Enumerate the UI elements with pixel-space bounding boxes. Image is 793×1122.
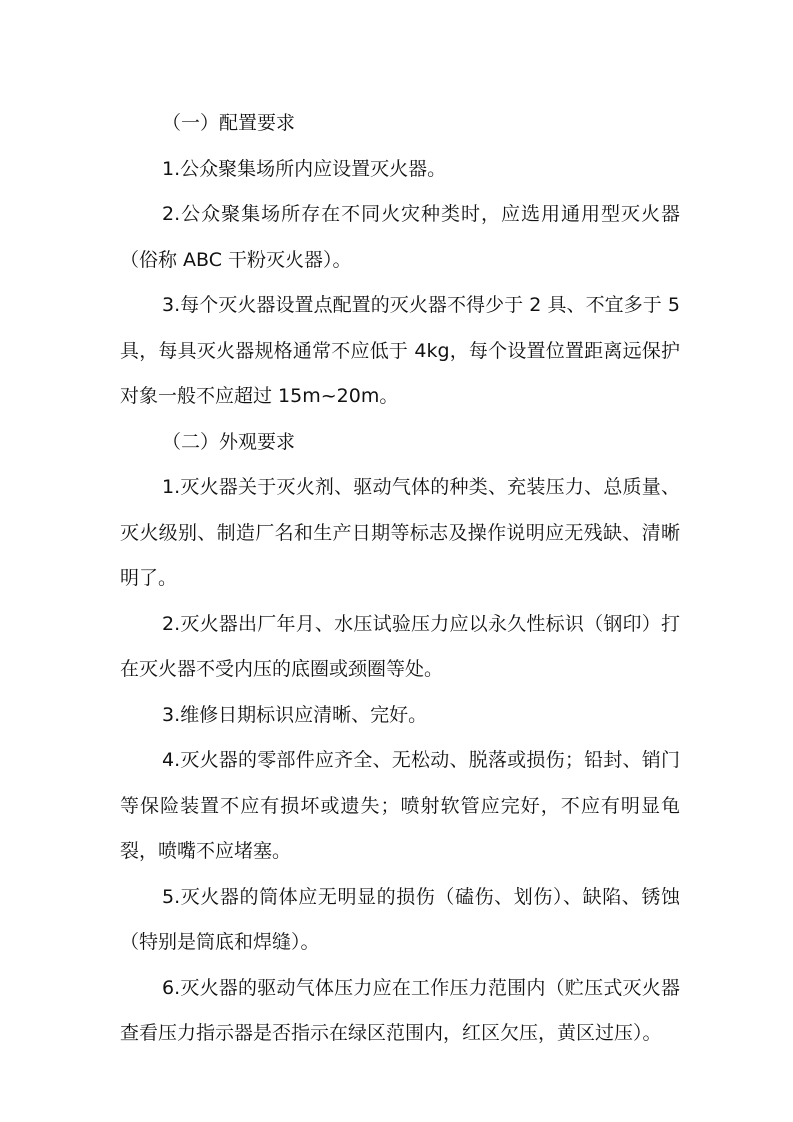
paragraph: 5.灭火器的筒体应无明显的损伤（磕伤、划伤）、缺陷、锈蚀（特别是筒底和焊缝）。 — [120, 885, 680, 953]
document-body — [120, 101, 680, 1057]
paragraph: 4.灭火器的零部件应齐全、无松动、脱落或损伤；铅封、销门等保险装置不应有损坏或遗失；喷射软管应完好，不应有明显龟裂，喷嘴不应堵塞。 — [120, 749, 680, 862]
paragraph: 3.维修日期标识应清晰、完好。 — [162, 703, 428, 726]
section-heading-appearance: （二）外观要求 — [162, 430, 296, 453]
paragraph: 2.灭火器出厂年月、水压试验压力应以永久性标识（钢印）打在灭火器不受内压的底圈或颈圈等处。 — [120, 612, 680, 680]
paragraph: 1.公众聚集场所内应设置灭火器。 — [162, 157, 447, 180]
paragraph: 1.灭火器关于灭火剂、驱动气体的种类、充装压力、总质量、灭火级别、制造厂名和生产日期等标志及操作说明应无残缺、清晰明了。 — [120, 476, 680, 589]
section-heading-config: （一）配置要求 — [162, 112, 296, 134]
paragraph: 6.灭火器的驱动气体压力应在工作压力范围内（贮压式灭火器查看压力指示器是否指示在绿区范围内，红区欠压，黄区过压）。 — [120, 976, 680, 1044]
paragraph: 2.公众聚集场所存在不同火灾种类时，应选用通用型灭火器（俗称 ABC 干粉灭火器）。 — [120, 203, 680, 271]
paragraph: 3.每个灭火器设置点配置的灭火器不得少于 2 具、不宜多于 5 具，每具灭火器规格通常不应低于 4kg，每个设置位置距离远保护对象一般不应超过 15m~20m。 — [120, 294, 680, 407]
